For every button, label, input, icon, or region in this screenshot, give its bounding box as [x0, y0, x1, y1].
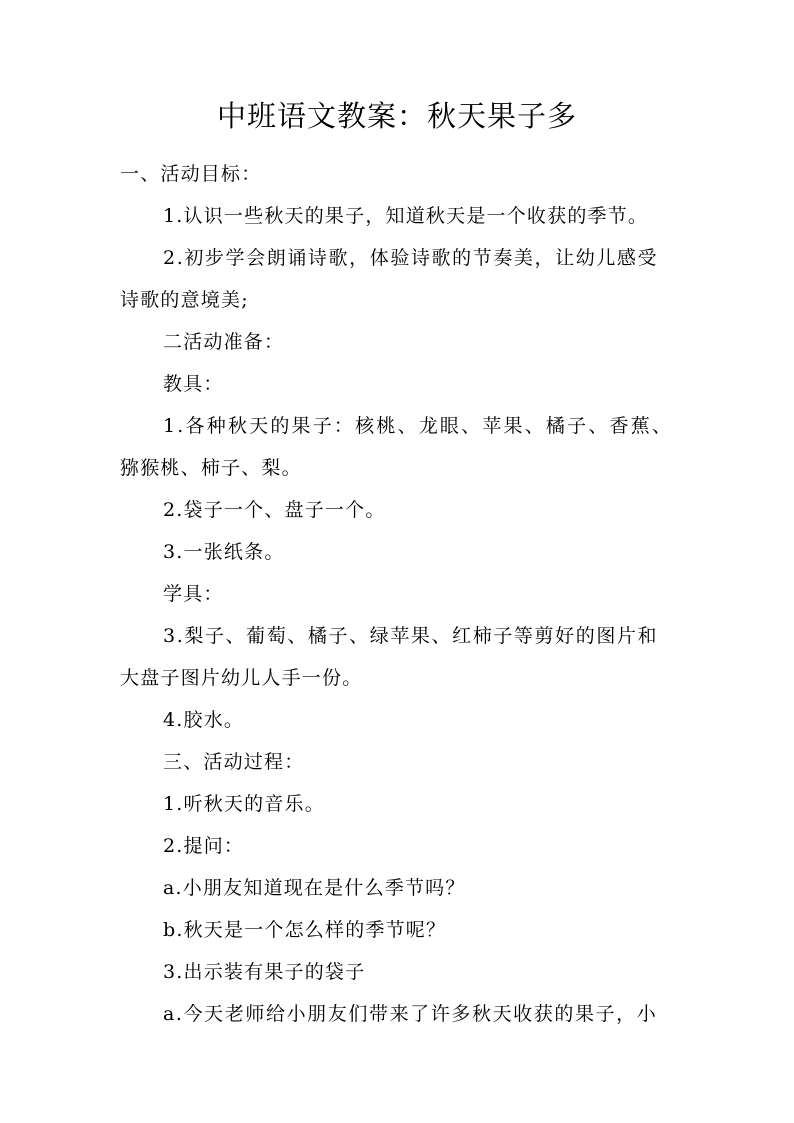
paragraph-line: 2.袋子一个、盘子一个。 [163, 499, 386, 521]
section-heading-preparation: 二活动准备： [163, 331, 285, 353]
paragraph-line: 3.出示装有果子的袋子 [163, 961, 366, 983]
paragraph-line: 1.听秋天的音乐。 [163, 793, 325, 815]
paragraph-line: 3.一张纸条。 [163, 541, 285, 563]
paragraph-line: 诗歌的意境美; [120, 289, 249, 311]
paragraph-line: a.小朋友知道现在是什么季节吗？ [163, 877, 466, 899]
paragraph-line: 1.各种秋天的果子：核桃、龙眼、苹果、橘子、香蕉、 [163, 415, 674, 437]
subheading-teaching-aids: 教具： [163, 373, 224, 395]
subheading-learning-aids: 学具： [163, 583, 224, 605]
paragraph-line: 4.胶水。 [163, 709, 245, 731]
paragraph-line: 2.提问： [163, 835, 245, 857]
paragraph-line: 2.初步学会朗诵诗歌，体验诗歌的节奏美，让幼儿感受 [163, 247, 659, 269]
paragraph-line: 大盘子图片幼儿人手一份。 [120, 667, 363, 689]
paragraph-line: 3.梨子、葡萄、橘子、绿苹果、红柿子等剪好的图片和 [163, 625, 659, 647]
section-heading-process: 三、活动过程： [163, 751, 305, 773]
paragraph-line: b.秋天是一个怎么样的季节呢？ [163, 919, 447, 941]
paragraph-line: 1.认识一些秋天的果子，知道秋天是一个收获的季节。 [163, 205, 649, 227]
paragraph-line: 猕猴桃、柿子、梨。 [120, 457, 302, 479]
paragraph-line: a.今天老师给小朋友们带来了许多秋天收获的果子，小 [163, 1003, 658, 1025]
document-title: 中班语文教案：秋天果子多 [216, 99, 577, 133]
section-heading-objectives: 一、活动目标： [120, 163, 262, 185]
